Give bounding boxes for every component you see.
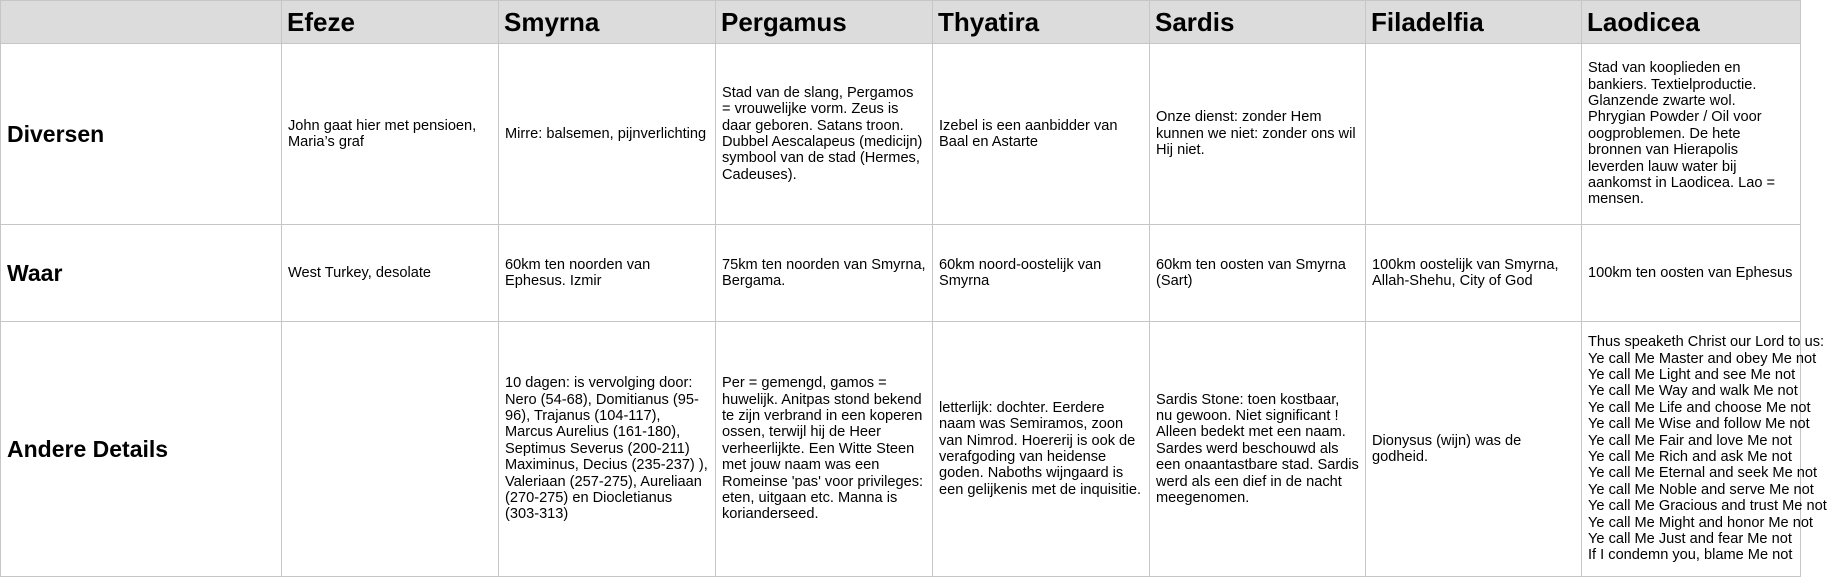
cell-diversen-filadelfia[interactable] bbox=[1366, 44, 1582, 225]
cell-waar-thyatira[interactable]: 60km noord-oostelijk van Smyrna bbox=[933, 225, 1150, 322]
laodicea-line: Ye call Me Gracious and trust Me not bbox=[1588, 498, 1827, 515]
laodicea-line: Ye call Me Might and honor Me not bbox=[1588, 514, 1813, 531]
cell-waar-sardis[interactable]: 60km ten oosten van Smyrna (Sart) bbox=[1150, 225, 1366, 322]
column-header-thyatira[interactable]: Thyatira bbox=[933, 1, 1150, 44]
cell-details-pergamus[interactable]: Per = gemengd, gamos = huwelijk. Anitpas stond bekend te zijn verbrand in een koperen ossen, terwijl hij de Heer verheerlijkte. Een Witte Steen met jouw naam was een Romeinse 'pas' voor privileges: eten, uitgaan etc. Manna is korianderseed. bbox=[716, 322, 933, 577]
cell-details-sardis[interactable]: Sardis Stone: toen kostbaar, nu gewoon. Niet significant ! Alleen bedekt met een naam. Sardes werd beschouwd als een onaantastbare stad. Sardis werd als een dief in de nacht meegenomen. bbox=[1150, 322, 1366, 577]
column-header-pergamus[interactable]: Pergamus bbox=[716, 1, 933, 44]
laodicea-line: Ye call Me Eternal and seek Me not bbox=[1588, 465, 1818, 482]
cell-diversen-pergamus[interactable]: Stad van de slang, Pergamos = vrouwelijke vorm. Zeus is daar geboren. Satans troon. Dubbel Aescalapeus (medicijn) symbool van de stad (Hermes, Cadeuses). bbox=[716, 44, 933, 225]
cell-waar-efeze[interactable]: West Turkey, desolate bbox=[282, 225, 499, 322]
laodicea-line: If I condemn you, blame Me not bbox=[1588, 547, 1793, 564]
cell-waar-filadelfia[interactable]: 100km oostelijk van Smyrna, Allah-Shehu, City of God bbox=[1366, 225, 1582, 322]
laodicea-line: Ye call Me Just and fear Me not bbox=[1588, 531, 1792, 548]
laodicea-line: Ye call Me Rich and ask Me not bbox=[1588, 449, 1792, 465]
laodicea-line: Ye call Me Light and see Me not bbox=[1588, 366, 1796, 383]
column-header-filadelfia[interactable]: Filadelfia bbox=[1366, 1, 1582, 44]
cell-diversen-thyatira[interactable]: Izebel is een aanbidder van Baal en Astarte bbox=[933, 44, 1150, 225]
row-header-andere-details[interactable]: Andere Details bbox=[1, 322, 282, 577]
table-row-andere-details bbox=[1, 322, 1801, 577]
laodicea-line: Ye call Me Noble and serve Me not bbox=[1588, 481, 1814, 498]
cell-waar-pergamus[interactable]: 75km ten noorden van Smyrna, Bergama. bbox=[716, 225, 933, 322]
laodicea-line: Ye call Me Life and choose Me not bbox=[1588, 399, 1811, 416]
cell-waar-smyrna[interactable]: 60km ten noorden van Ephesus. Izmir bbox=[499, 225, 716, 322]
cell-diversen-efeze[interactable]: John gaat hier met pensioen, Maria’s graf bbox=[282, 44, 499, 225]
cell-details-filadelfia[interactable]: Dionysus (wijn) was de godheid. bbox=[1366, 322, 1582, 577]
corner-cell[interactable] bbox=[1, 1, 282, 44]
row-header-waar[interactable]: Waar bbox=[1, 225, 282, 322]
cell-details-efeze[interactable] bbox=[282, 322, 499, 577]
laodicea-line: Ye call Me Wise and follow Me not bbox=[1588, 416, 1810, 433]
cell-details-smyrna[interactable]: 10 dagen: is vervolging door: Nero (54-68), Domitianus (95-96), Trajanus (104-117), Marcus Aurelius (161-180), Septimus Severus (200-211) Maximinus, Decius (235-237) ), Valeriaan (257-275), Aureliaan (270-275) en Diocletianus (303-313) bbox=[499, 322, 716, 577]
header-row bbox=[1, 1, 1801, 44]
column-header-efeze[interactable]: Efeze bbox=[282, 1, 499, 44]
row-header-diversen[interactable]: Diversen bbox=[1, 44, 282, 225]
laodicea-line: Ye call Me Way and walk Me not bbox=[1588, 383, 1798, 400]
cell-diversen-laodicea[interactable]: Stad van kooplieden en bankiers. Textielproductie. Glanzende zwarte wol. Phrygian Powder / Oil voor oogproblemen. De hete bronnen van Hierapolis leverden lauw water bij aankomst in Laodicea. Lao = mensen. bbox=[1582, 44, 1801, 225]
column-header-sardis[interactable]: Sardis bbox=[1150, 1, 1366, 44]
cell-waar-laodicea[interactable]: 100km ten oosten van Ephesus bbox=[1582, 225, 1801, 322]
column-header-smyrna[interactable]: Smyrna bbox=[499, 1, 716, 44]
cell-details-laodicea[interactable] bbox=[1582, 322, 1827, 577]
table-row-waar bbox=[1, 225, 1801, 322]
laodicea-line: Ye call Me Master and obey Me not bbox=[1588, 350, 1817, 367]
table-row-diversen bbox=[1, 44, 1801, 225]
column-header-laodicea[interactable]: Laodicea bbox=[1582, 1, 1801, 44]
laodicea-line: Ye call Me Fair and love Me not bbox=[1588, 432, 1792, 449]
cell-diversen-sardis[interactable]: Onze dienst: zonder Hem kunnen we niet: zonder ons wil Hij niet. bbox=[1150, 44, 1366, 225]
cell-details-thyatira[interactable]: letterlijk: dochter. Eerdere naam was Semiramos, zoon van Nimrod. Hoererij is ook de verafgoding van heidense goden. Naboths wijngaard is een gelijkenis met de inquisitie. bbox=[933, 322, 1150, 577]
cell-diversen-smyrna[interactable]: Mirre: balsemen, pijnverlichting bbox=[499, 44, 716, 225]
laodicea-line: Thus speaketh Christ our Lord to us: bbox=[1588, 334, 1825, 351]
